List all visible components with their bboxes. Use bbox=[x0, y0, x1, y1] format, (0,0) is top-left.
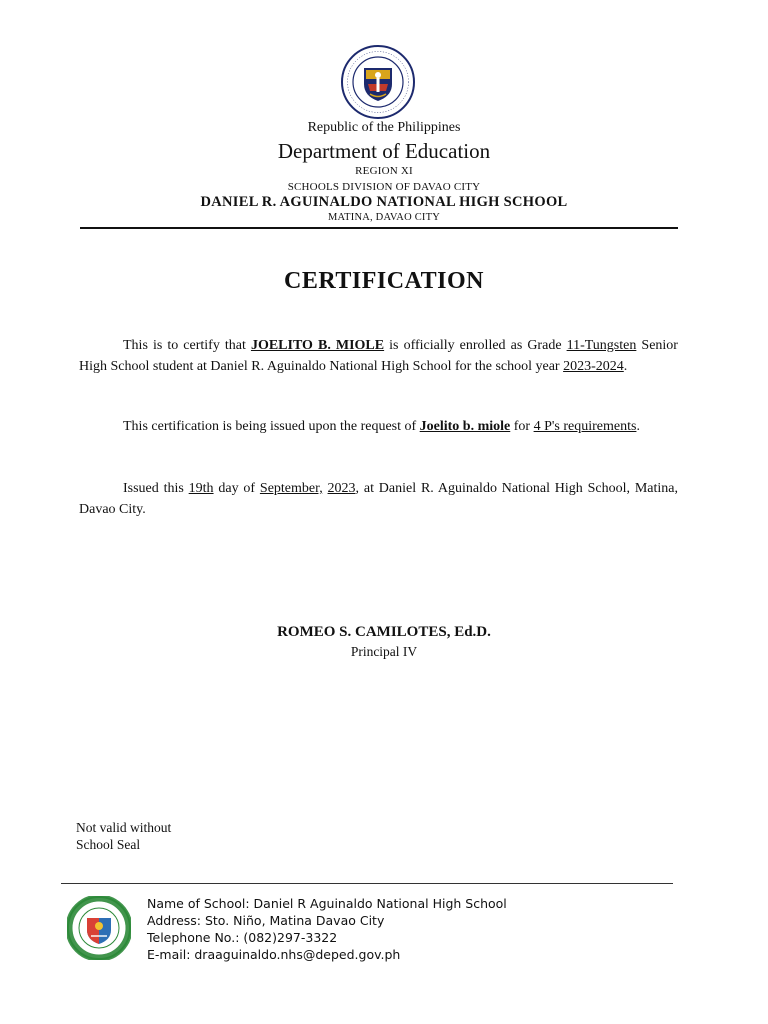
footer-rule bbox=[61, 883, 673, 884]
footer-telephone: Telephone No.: (082)297-3322 bbox=[147, 930, 338, 945]
validity-note bbox=[76, 819, 171, 853]
school-year: 2023-2024 bbox=[563, 358, 624, 374]
validity-note-line-1: Not valid without bbox=[76, 820, 172, 835]
certificate-title: CERTIFICATION bbox=[284, 268, 484, 294]
para2-text-2: for bbox=[510, 419, 534, 434]
header-rule bbox=[80, 227, 678, 229]
para1-text-1: This is to certify that bbox=[123, 338, 251, 353]
footer-school-name: Name of School: Daniel R Aguinaldo National High School bbox=[147, 896, 507, 911]
requester-name: Joelito b. miole bbox=[419, 419, 511, 434]
school-name: DANIEL R. AGUINALDO NATIONAL HIGH SCHOOL bbox=[200, 194, 568, 210]
signatory-name: ROMEO S. CAMILOTES, Ed.D. bbox=[277, 624, 491, 640]
para3-text-1: Issued this bbox=[123, 481, 189, 496]
issue-year: 2023 bbox=[327, 481, 356, 496]
school-location: MATINA, DAVAO CITY bbox=[327, 212, 440, 223]
para3-text-4: , at Daniel R. Aguinaldo National High School, Matina, Davao City. bbox=[79, 481, 678, 517]
student-name: JOELITO B. MIOLE bbox=[250, 338, 385, 353]
para3-text-2: day of bbox=[213, 481, 260, 496]
deped-seal-logo bbox=[340, 44, 416, 120]
para2-text-1: This certification is being issued upon the request of bbox=[123, 419, 420, 434]
footer-contact bbox=[147, 895, 507, 963]
footer-address: Address: Sto. Niño, Matina Davao City bbox=[147, 913, 385, 928]
grade-section: 11-Tungsten bbox=[566, 338, 637, 353]
school-logo bbox=[67, 896, 131, 960]
footer-email[interactable]: E-mail: draaguinaldo.nhs@deped.gov.ph bbox=[147, 947, 401, 962]
issue-day: 19th bbox=[188, 481, 214, 496]
paragraph-issued bbox=[79, 479, 678, 520]
signatory-position: Principal IV bbox=[350, 644, 418, 659]
para2-text-3: . bbox=[636, 419, 640, 434]
request-purpose: 4 P's requirements bbox=[533, 419, 637, 434]
republic-line: Republic of the Philippines bbox=[307, 120, 461, 135]
department-line: Department of Education bbox=[277, 139, 491, 163]
validity-note-line-2: School Seal bbox=[76, 837, 141, 852]
paragraph-request bbox=[79, 417, 678, 438]
paragraph-enrollment bbox=[79, 336, 678, 377]
para1-text-4: . bbox=[623, 358, 628, 374]
para1-text-2: is officially enrolled as Grade bbox=[384, 338, 567, 353]
division-line: SCHOOLS DIVISION OF DAVAO CITY bbox=[287, 181, 481, 193]
para1-text-3: Senior High School student at Daniel R. Aguinaldo National High School for the school year bbox=[79, 338, 678, 374]
region-line: REGION XI bbox=[355, 165, 413, 177]
issue-month: September, bbox=[259, 481, 323, 496]
